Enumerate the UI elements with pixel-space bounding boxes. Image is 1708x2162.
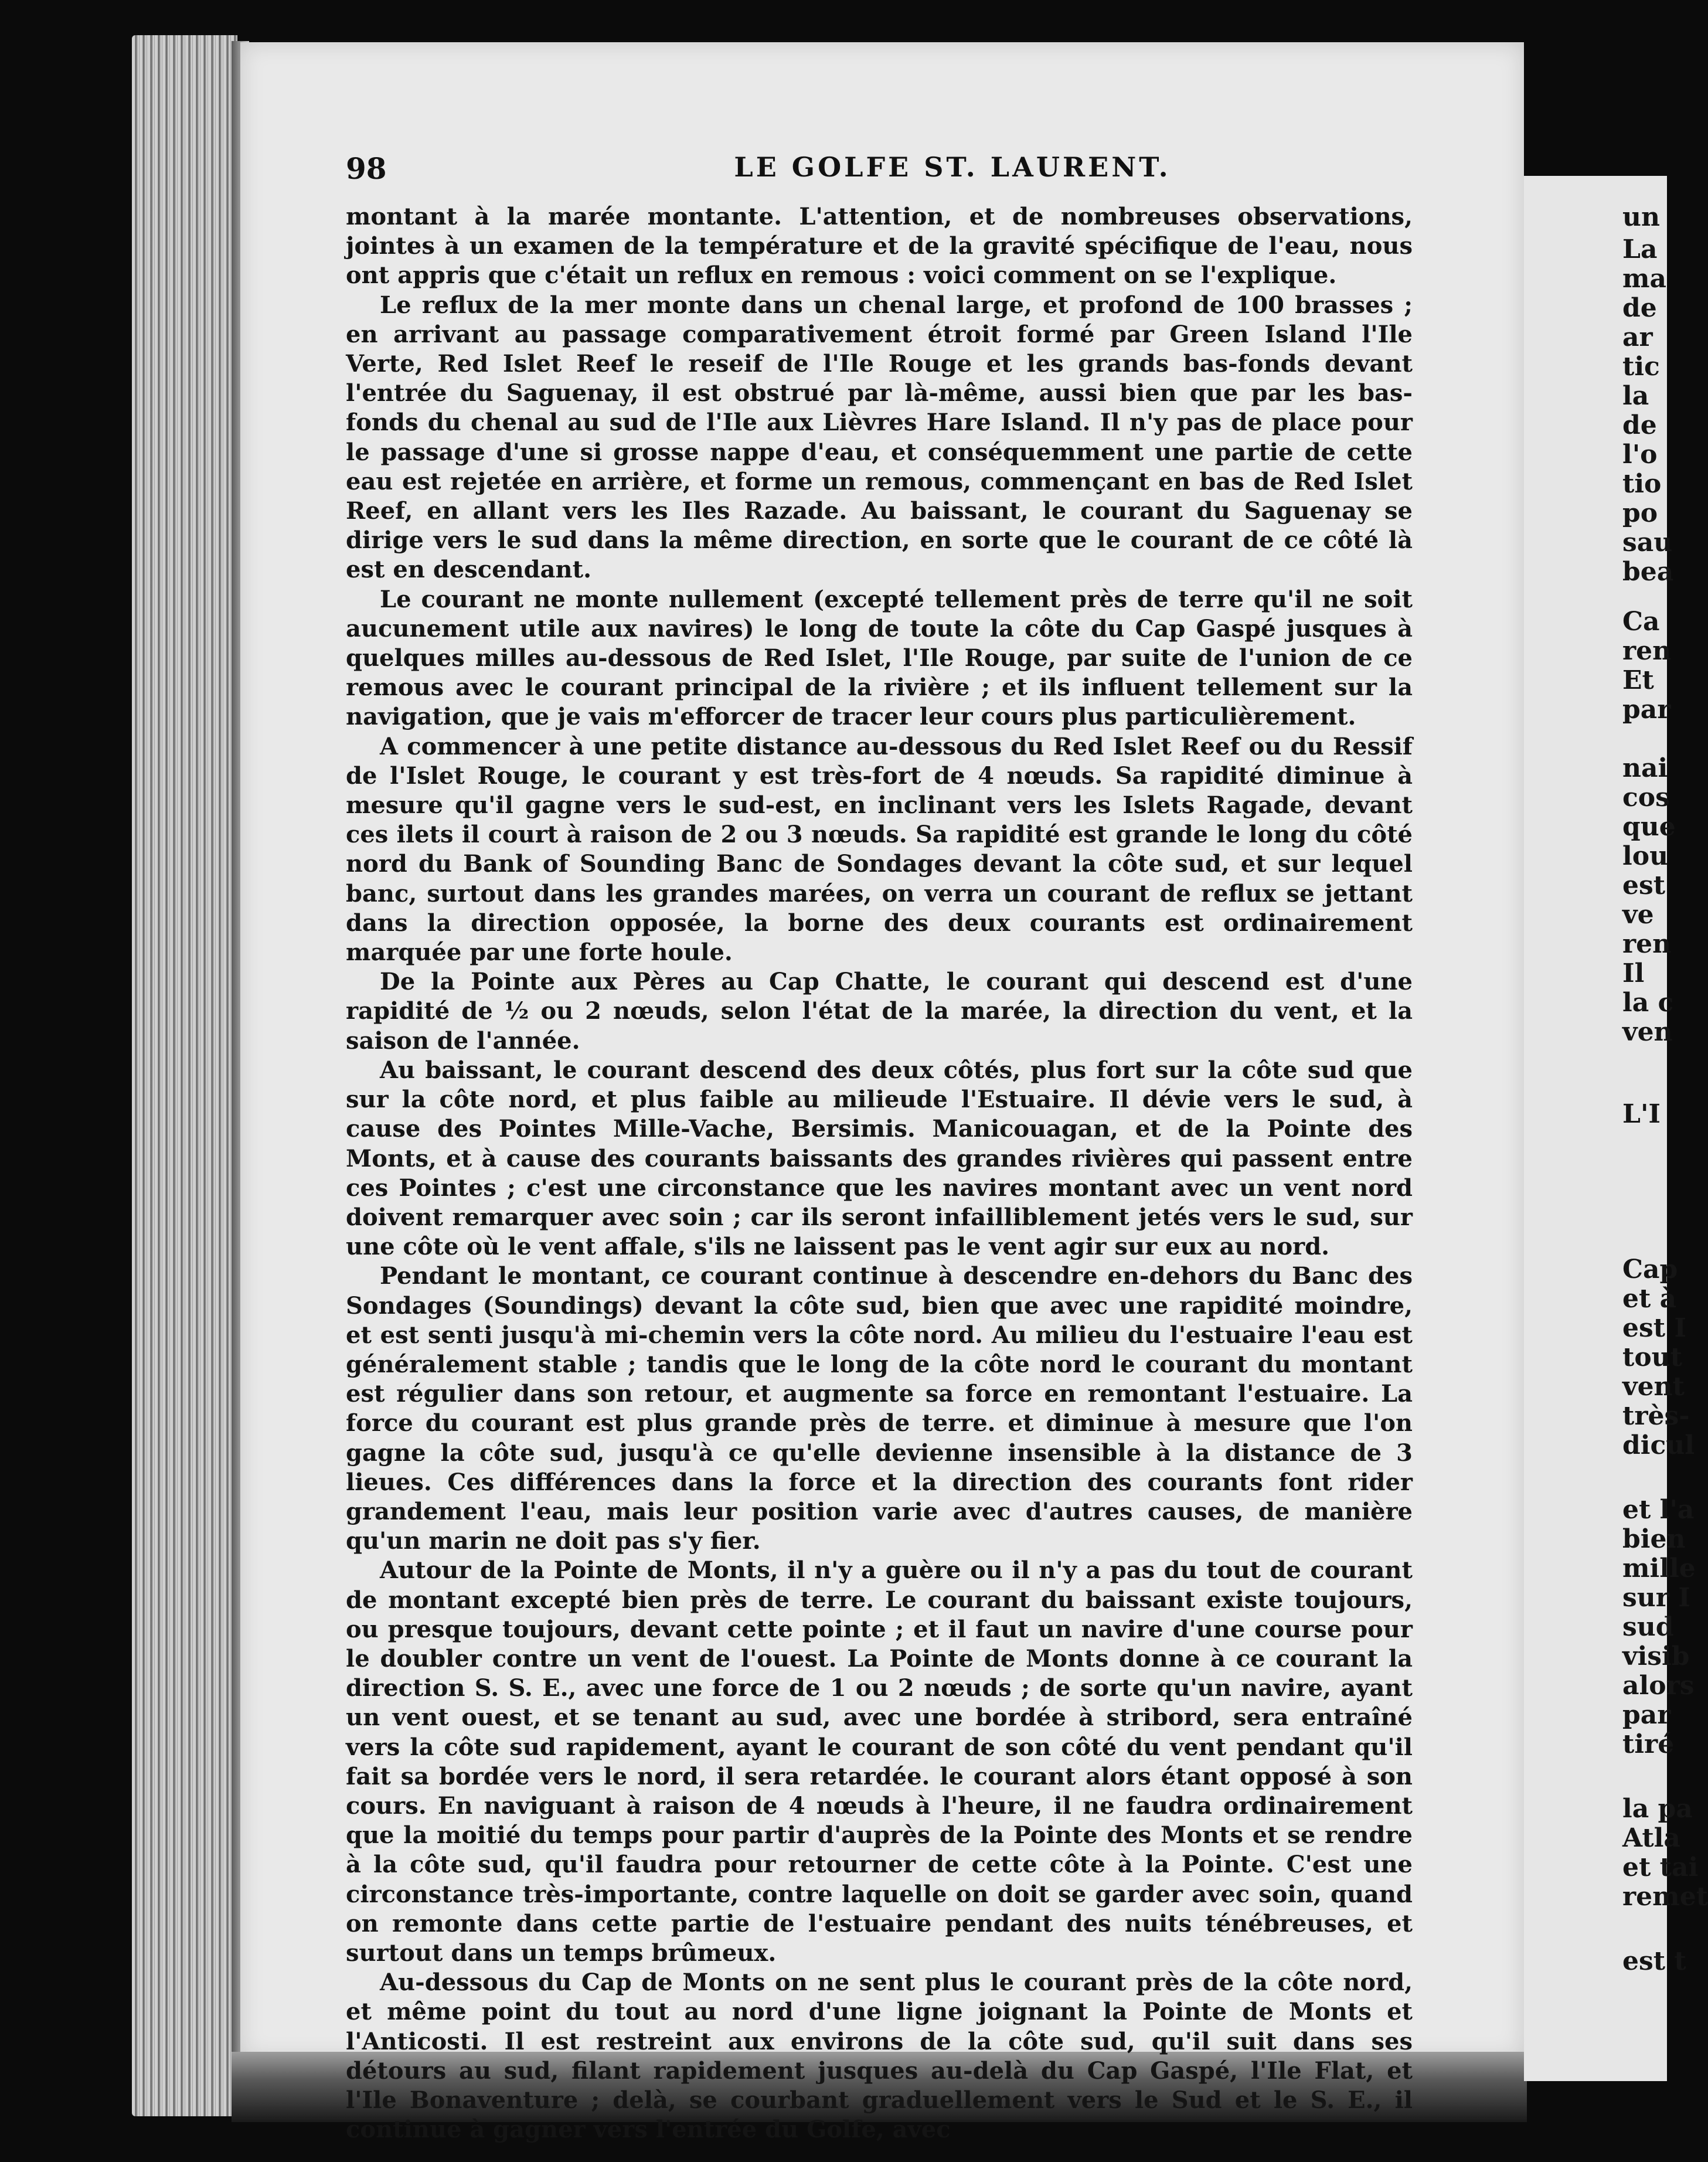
right-page-line: tio (1622, 469, 1662, 499)
paragraph: Au baissant, le courant descend des deux côtés, plus fort sur la côte sud que sur la côte nord, et plus faible au milieude l'Estuaire. Il dévie vers le sud, à cause des Pointes Mille-Vache, Bersimis. Manicouagan, et de la Pointe des Monts, et à cause des courants baissants des grandes rivières qui passent entre ces Pointes ; c'est une circonstance que les navires montant avec un vent nord doivent remarquer avec soin ; car ils seront infailliblement jetés vers le sud, sur une côte où le vent affale, s'ils ne laissent pas le vent agir sur eux au nord. (346, 1056, 1413, 1261)
right-page-line: la c (1622, 988, 1674, 1018)
right-page-line: est (1622, 871, 1666, 900)
right-page-line: L'I (1622, 1099, 1661, 1129)
right-page-line: po (1622, 498, 1658, 528)
right-page-line: Il (1622, 958, 1645, 988)
right-page-line: sud (1622, 1612, 1674, 1642)
right-page-line: et tai (1622, 1852, 1699, 1882)
right-page-fragment (1524, 176, 1708, 2081)
right-page-line: de (1622, 293, 1657, 323)
right-page-line: dicul (1622, 1430, 1695, 1460)
right-page-line: ren (1622, 636, 1672, 666)
right-page-line: Et (1622, 665, 1654, 695)
right-page-line: ve (1622, 900, 1654, 930)
right-page-line: et à (1622, 1284, 1677, 1314)
paragraph: Le reflux de la mer monte dans un chenal large, et profond de 100 brasses ; en arrivant au passage comparativement étroit formé par Green Island l'Ile Verte, Red Islet Reef le reseif de l'Ile Rouge et les grands bas-fonds devant l'entrée du Saguenay, il est obstrué par là-même, aussi bien que par les bas-fonds du chenal au sud de l'Ile aux Lièvres Hare Island. Il n'y pas de place pour le passage d'une si grosse nappe d'eau, et conséquemment une partie de cette eau est rejetée en arrière, et forme un remous, commençant en bas de Red Islet Reef, en allant vers les Iles Razade. Au baissant, le courant du Saguenay se dirige vers le sud dans la même direction, en sorte que le courant de ce côté là est en descendant. (346, 291, 1413, 584)
right-page-line: alors (1622, 1671, 1695, 1701)
page-header (346, 151, 1489, 198)
right-page-line: ren (1622, 929, 1672, 959)
right-page-line: un (1622, 202, 1660, 232)
right-page-line: tiré (1622, 1729, 1675, 1759)
right-page-line: tout (1622, 1342, 1682, 1372)
right-page-line: lou (1622, 841, 1669, 871)
paragraph: montant à la marée montante. L'attention, et de nombreuses observations, jointes à un examen de la température et de la gravité spécifique de l'eau, nous ont appris que c'était un reflux en remous : voici comment on se l'explique. (346, 203, 1413, 290)
right-page-line: nai (1622, 753, 1668, 783)
right-page-line: vent (1622, 1372, 1685, 1402)
page-number: 98 (346, 151, 387, 186)
right-page-line: par (1622, 1700, 1671, 1730)
right-page-line: mille (1622, 1553, 1696, 1583)
right-page-line: que (1622, 812, 1676, 842)
paragraph: Le courant ne monte nullement (excepté tellement près de terre qu'il ne soit aucunement utile aux navires) le long de toute la côte du Cap Gaspé jusques à quelques milles au-dessous de Red Islet, l'Ile Rouge, par suite de l'union de ce remous avec le courant principal de la rivière ; et ils influent tellement sur la navigation, que je vais m'efforcer de tracer leur cours plus particulièrement. (346, 585, 1413, 731)
right-page-line: bien (1622, 1524, 1686, 1554)
right-page-line: ven (1622, 1017, 1673, 1047)
right-page-line: la pa (1622, 1794, 1693, 1824)
paragraph: Autour de la Pointe de Monts, il n'y a guère ou il n'y a pas du tout de courant de montant excepté bien près de terre. Le courant du baissant existe toujours, ou presque toujours, devant cette pointe ; et il faut un navire d'une course pour le doubler contre un vent de l'ouest. La Pointe de Monts donne à ce courant la direction S. S. E., avec une force de 1 ou 2 nœuds ; de sorte qu'un navire, ayant un vent ouest, et se tenant au sud, avec une bordée à stribord, sera entraîné vers la côte sud rapidement, ayant le courant de son côté du vent pendant qu'il fait sa bordée vers le nord, il sera retardée. le courant alors étant opposé à son cours. En naviguant à raison de 4 nœuds à l'heure, il ne faudra ordinairement que la moitié du temps pour partir d'auprès de la Pointe des Monts et se rendre à la côte sud, qu'il faudra pour retourner de cette côte à la Pointe. C'est une circonstance très-importante, contre laquelle on doit se garder avec soin, quand on remonte dans cette partie de l'estuaire pendant des nuits ténébreuses, et surtout dans un temps brûmeux. (346, 1556, 1413, 1967)
book-page-edges (132, 35, 237, 2116)
right-page-line: Cap (1622, 1255, 1678, 1284)
right-page-line: est I (1622, 1313, 1686, 1343)
right-page-line: très- (1622, 1401, 1690, 1431)
right-page-line: Atla (1622, 1823, 1680, 1853)
right-page-line: sau (1622, 528, 1673, 558)
right-page-line: Ca (1622, 607, 1660, 637)
right-page-line: de (1622, 410, 1657, 440)
right-page-line: ar (1622, 322, 1653, 352)
right-page-line: visib (1622, 1641, 1690, 1671)
right-page-line: ma (1622, 264, 1667, 294)
right-page-line: La (1622, 234, 1658, 264)
paragraph: Au-dessous du Cap de Monts on ne sent plus le courant près de la côte nord, et même point du tout au nord d'une ligne joignant la Pointe de Monts et l'Anticosti. Il est restreint aux environs de la côte sud, qu'il suit dans ses détours au sud, filant rapidement jusques au-delà du Cap Gaspé, l'Ile Flat, et l'Ile Bonaventure ; delà, se courbant graduellement vers le Sud et le S. E., il continue à gagner vers l'entrée du Golfe, avec (346, 1969, 1413, 2144)
right-page-line: remet (1622, 1882, 1708, 1912)
running-head: LE GOLFE ST. LAURENT. (734, 151, 1171, 183)
right-page-line: cos (1622, 783, 1670, 813)
right-page-line: est t (1622, 1946, 1686, 1976)
body-text (346, 202, 1413, 2144)
paragraph: De la Pointe aux Pères au Cap Chatte, le courant qui descend est d'une rapidité de ½ ou 2 nœuds, selon l'état de la marée, la direction du vent, et la saison de l'année. (346, 968, 1413, 1055)
paragraph: A commencer à une petite distance au-dessous du Red Islet Reef ou du Ressif de l'Islet Rouge, le courant y est très-fort de 4 nœuds. Sa rapidité diminue à mesure qu'il gagne vers le sud-est, en inclinant vers les Islets Ragade, devant ces ilets il court à raison de 2 ou 3 nœuds. Sa rapidité est grande le long du côté nord du Bank of Sounding Banc de Sondages devant la côte sud, et sur lequel banc, surtout dans les grandes marées, on verra un courant de reflux se jettant dans la direction opposée, la borne des deux courants est ordinairement marquée par une forte houle. (346, 732, 1413, 967)
right-page-line: par (1622, 695, 1671, 725)
right-page-line: sur I (1622, 1583, 1690, 1613)
right-page-line: bea (1622, 557, 1674, 587)
paragraph: Pendant le montant, ce courant continue à descendre en-dehors du Banc des Sondages (Soundings) devant la côte sud, bien que avec une rapidité moindre, et est senti jusqu'à mi-chemin vers la côte nord. Au milieu du l'estuaire l'eau est généralement stable ; tandis que le long de la côte nord le courant du montant est régulier dans son retour, et augmente sa force en remontant l'estuaire. La force du courant est plus grande près de terre. et diminue à mesure que l'on gagne la côte sud, jusqu'à ce qu'elle devienne insensible à la distance de 3 lieues. Ces différences dans la force et la direction des courants font rider grandement l'eau, mais leur position varie avec d'autres causes, de manière qu'un marin ne doit pas s'y fier. (346, 1262, 1413, 1555)
right-page-line: l'o (1622, 440, 1658, 470)
right-page-line: tic (1622, 352, 1660, 382)
right-page-line: la (1622, 381, 1649, 411)
right-page-line: et l'a (1622, 1495, 1695, 1525)
